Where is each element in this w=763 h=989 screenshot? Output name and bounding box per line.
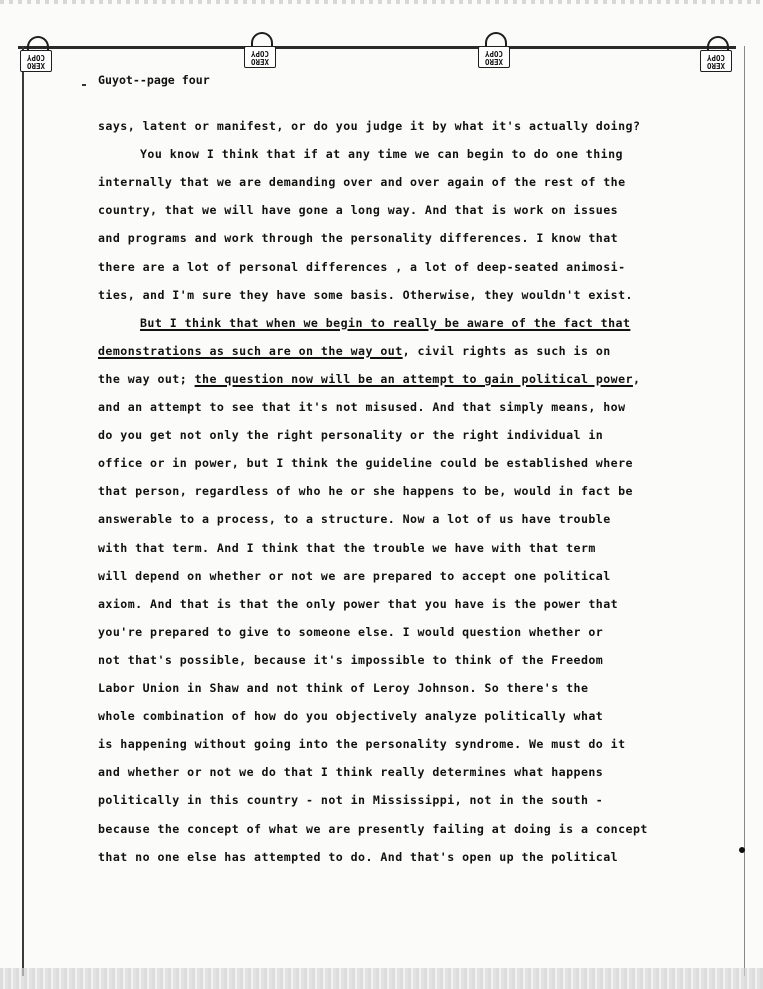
margin-dot (739, 847, 745, 853)
line-text: answerable to a process, to a structure. Now a lot of us have trouble (98, 512, 611, 527)
text-line (98, 119, 640, 133)
text-line (98, 203, 618, 217)
text-line (98, 597, 618, 611)
line-text: and an attempt to see that it's not misused. And that simply means, how (98, 400, 626, 414)
text-line (98, 793, 603, 807)
underlined-text: the question now will be an attempt to gain political power (194, 371, 633, 386)
text-line (98, 709, 603, 723)
xerox-stamp-1 (20, 36, 54, 76)
stamp-line-2: COPY (250, 49, 270, 58)
text-line (98, 681, 588, 695)
text-line (98, 822, 648, 836)
line-text: is happening without going into the personality syndrome. We must do it (98, 737, 626, 752)
line-text: office or in power, but I think the guideline could be established where (98, 456, 633, 471)
stamp-line-1: XERO (706, 61, 726, 70)
text-line (98, 428, 603, 442)
line-text: with that term. And I think that the trouble we have with that term (98, 540, 596, 555)
stamp-line-1: XERO (250, 57, 270, 66)
text-line (98, 372, 640, 386)
text-line (98, 512, 611, 526)
text-line (98, 765, 603, 779)
line-text: country, that we will have gone a long way. And that is work on issues (98, 203, 619, 218)
line-text: will depend on whether or not we are prepared to accept one political (98, 568, 611, 583)
left-margin-rule (22, 46, 24, 976)
text-line (98, 484, 633, 498)
line-text: not that's possible, because it's impossible to think of the Freedom (98, 652, 604, 667)
stray-mark (82, 84, 86, 86)
bottom-scan-band (0, 968, 763, 989)
text-line (98, 288, 633, 302)
text-line (98, 653, 603, 667)
text-line (98, 541, 596, 555)
line-text: because the concept of what we are presently failing at doing is a concept (98, 821, 648, 836)
stamp-label (20, 50, 52, 72)
line-text: axiom. And that is that the only power that you have is the power that (98, 596, 619, 611)
xerox-stamp-2 (244, 32, 278, 72)
text-line (98, 737, 626, 751)
line-text: politically in this country - not in Mississippi, not in the south - (98, 793, 604, 808)
stamp-line-1: XERO (484, 57, 504, 66)
stamp-label (700, 50, 732, 72)
text-line (98, 400, 626, 414)
line-text: says, latent or manifest, or do you judge it by what it's actually doing? (98, 119, 641, 133)
text-line (140, 147, 623, 161)
stamp-line-1: XERO (26, 61, 46, 70)
text-line (98, 231, 618, 245)
stamp-line-2: COPY (484, 49, 504, 58)
underlined-text: But I think that when we begin to really be aware of the fact that (140, 315, 631, 330)
stamp-line-2: COPY (26, 53, 46, 62)
line-text: You know I think that if at any time we can begin to do one thing (140, 147, 623, 162)
text-line (98, 456, 633, 470)
line-text: there are a lot of personal differences , a lot of deep-seated animosi- (98, 259, 626, 274)
line-text: Labor Union in Shaw and not think of Leroy Johnson. So there's the (98, 681, 589, 695)
page-header: Guyot--page four (98, 73, 210, 87)
right-margin-rule (744, 46, 745, 976)
text-line (140, 316, 630, 330)
page-top-edge (0, 0, 763, 4)
text-line (98, 175, 626, 189)
xerox-stamp-3 (478, 32, 512, 72)
text-line (98, 625, 603, 639)
stamp-label (244, 46, 276, 68)
text-line (98, 260, 626, 274)
text-line (98, 850, 618, 864)
line-text: that person, regardless of who he or she happens to be, would in fact be (98, 484, 633, 499)
line-text: do you get not only the right personality or the right individual in (98, 428, 604, 443)
line-text: whole combination of how do you objectively analyze politically what (98, 709, 604, 724)
stamp-label (478, 46, 510, 68)
line-text: internally that we are demanding over and over again of the rest of the (98, 175, 626, 190)
line-text: that no one else has attempted to do. And that's open up the political (98, 849, 619, 864)
line-text: , (632, 371, 641, 386)
line-text: the way out; (98, 371, 195, 386)
top-binding-rule (18, 46, 736, 49)
underlined-text: demonstrations as such are on the way out (98, 343, 403, 358)
text-line (98, 344, 611, 358)
stamp-line-2: COPY (706, 53, 726, 62)
line-text: and programs and work through the personality differences. I know that (98, 231, 619, 246)
line-text: and whether or not we do that I think really determines what happens (98, 765, 604, 780)
line-text: you're prepared to give to someone else. I would question whether or (98, 624, 604, 639)
line-text: ties, and I'm sure they have some basis. Otherwise, they wouldn't exist. (98, 287, 633, 302)
line-text: , civil rights as such is on (402, 343, 611, 358)
xerox-stamp-4 (700, 36, 734, 76)
text-line (98, 569, 611, 583)
